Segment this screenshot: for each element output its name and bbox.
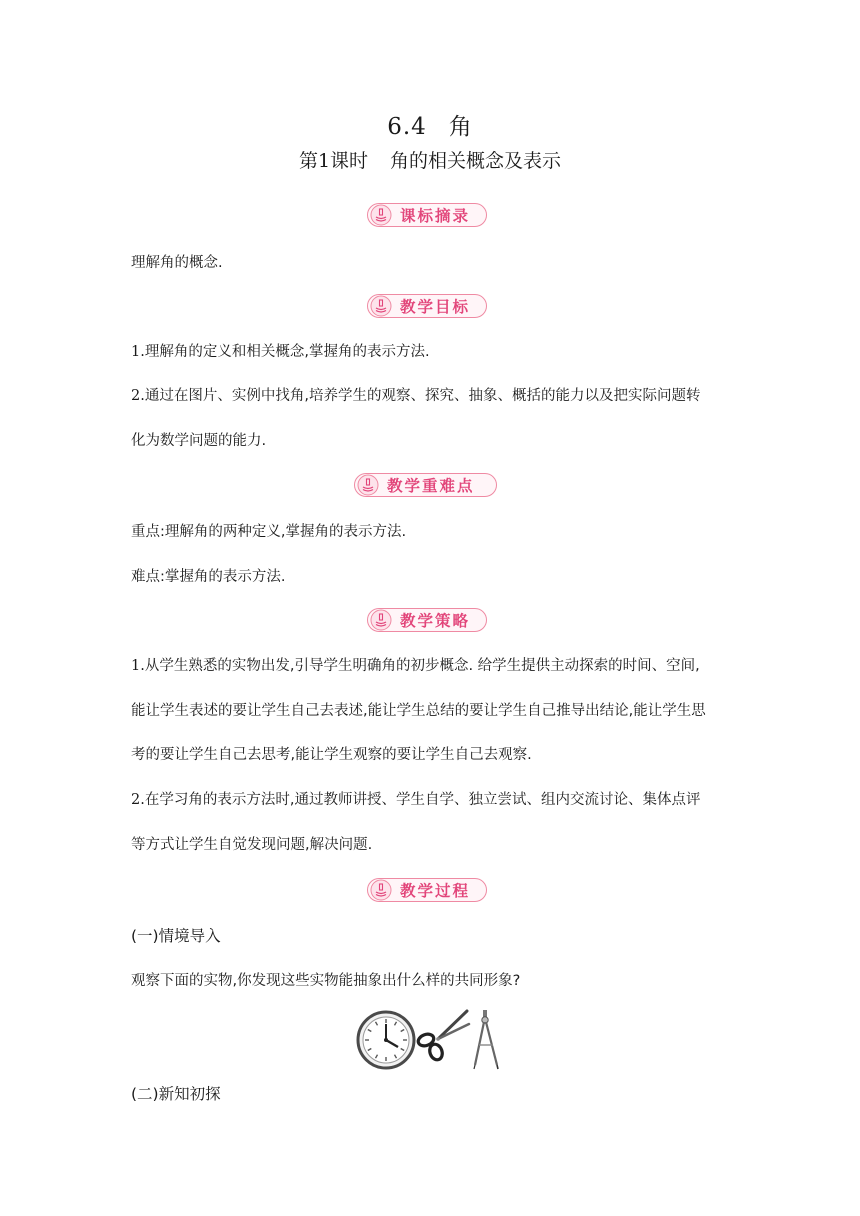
strategy-item-2-line-1: 2.在学习角的表示方法时,通过教师讲授、学生自学、独立尝试、组内交流讨论、集体点评 <box>131 792 701 808</box>
strategy-item-1-line-3: 考的要让学生自己去思考,能让学生观察的要让学生自己去观察. <box>131 747 532 763</box>
strategy-item-2-line-2: 等方式让学生自觉发现问题,解决问题. <box>131 837 373 853</box>
section-badge-objectives <box>367 294 487 318</box>
clock-icon <box>358 1012 414 1068</box>
section-badge-standards <box>367 203 487 227</box>
objective-item-2-line-2: 化为数学问题的能力. <box>131 433 267 449</box>
objective-item-2-line-1: 2.通过在图片、实例中找角,培养学生的观察、探究、抽象、概括的能力以及把实际问题转 <box>131 388 701 404</box>
lesson-subtitle <box>0 146 860 173</box>
book-stack-icon <box>370 609 392 631</box>
scissors-icon <box>417 1011 469 1062</box>
section-badge-key-points <box>354 473 497 497</box>
page-title <box>0 108 860 141</box>
objects-illustration <box>356 1007 506 1071</box>
section-badge-strategy <box>367 608 487 632</box>
key-point-text: 重点:理解角的两种定义,掌握角的表示方法. <box>131 524 407 540</box>
badge-label: 课标摘录 <box>400 207 471 225</box>
objective-item-1: 1.理解角的定义和相关概念,掌握角的表示方法. <box>131 344 430 360</box>
badge-label: 教学过程 <box>400 882 471 900</box>
section-title: 角 <box>448 114 473 140</box>
process-part-2-heading: (二)新知初探 <box>131 1085 221 1103</box>
process-part-1-text: 观察下面的实物,你发现这些实物能抽象出什么样的共同形象? <box>131 973 521 989</box>
standards-text: 理解角的概念. <box>131 255 223 271</box>
lesson-number: 第1课时 <box>298 150 369 172</box>
section-badge-process <box>367 878 487 902</box>
badge-label: 教学目标 <box>400 298 471 316</box>
process-part-1-heading: (一)情境导入 <box>131 927 221 945</box>
badge-label: 教学策略 <box>400 612 471 630</box>
compass-icon <box>474 1010 498 1069</box>
strategy-item-1-line-2: 能让学生表述的要让学生自己去表述,能让学生总结的要让学生自己推导出结论,能让学生思 <box>131 703 706 719</box>
book-stack-icon <box>370 295 392 317</box>
difficult-point-text: 难点:掌握角的表示方法. <box>131 569 286 585</box>
section-number: 6.4 <box>387 114 427 140</box>
book-stack-icon <box>357 474 379 496</box>
strategy-item-1-line-1: 1.从学生熟悉的实物出发,引导学生明确角的初步概念. 给学生提供主动探索的时间、空间, <box>131 658 700 674</box>
lesson-topic: 角的相关概念及表示 <box>390 150 562 172</box>
book-stack-icon <box>370 879 392 901</box>
book-stack-icon <box>370 204 392 226</box>
badge-label: 教学重难点 <box>387 477 475 495</box>
